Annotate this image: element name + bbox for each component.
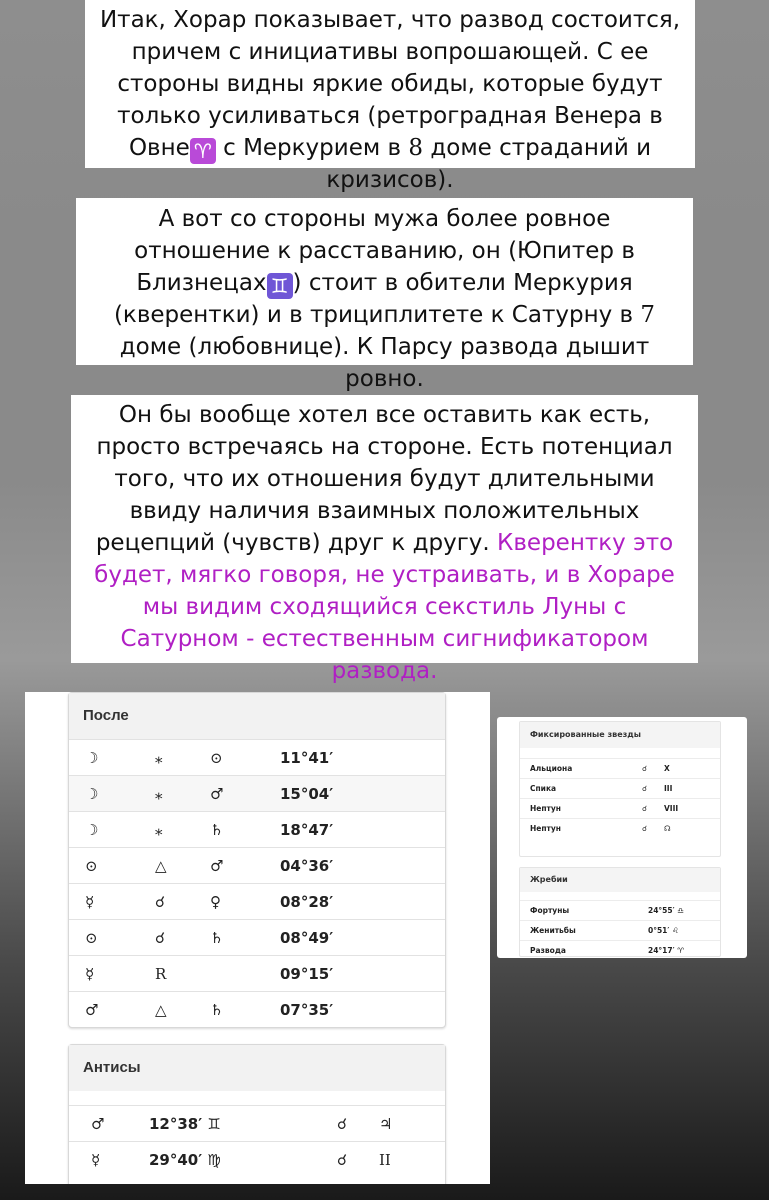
antiscia-card-title: Антисы <box>69 1045 445 1091</box>
table-row <box>69 776 445 812</box>
aspect-cell: ☌ <box>642 799 664 819</box>
planet-2-cell <box>210 956 280 992</box>
degree-cell: 04°36′ <box>280 848 445 884</box>
target-cell: X <box>664 759 720 779</box>
aries-emoji-icon: ♈ <box>190 138 216 164</box>
degree-cell: 29°40′ ♍ <box>149 1142 337 1178</box>
star-name-cell: Спика <box>520 779 642 799</box>
planet-1-cell: ☽ <box>69 740 155 776</box>
fixed-stars-title: Фиксированные звезды <box>520 722 720 748</box>
aspect-cell: ☌ <box>642 779 664 799</box>
table-row <box>69 1106 445 1142</box>
planet-1-cell: ☿ <box>69 956 155 992</box>
planet-2-cell: ♂ <box>210 848 280 884</box>
text-block-2-part: доме (любовнице). К Парсу развода дышит ровно. <box>119 334 650 392</box>
table-row <box>69 848 445 884</box>
text-block-3-highlight: Кверентку это будет, мягко говоря, не устраивать, и в Хораре мы видим сходящийся секстиль Луны с Сатурном - естественным сигнификатором развода. <box>94 530 675 684</box>
text-block-1-part: с Меркурием в <box>215 135 409 161</box>
table-row <box>69 740 445 776</box>
planet-1-cell: ☽ <box>69 776 155 812</box>
aspects-screenshot <box>25 692 490 1184</box>
table-row <box>520 819 720 839</box>
planet-2-cell: ♄ <box>210 992 280 1028</box>
lot-name-cell: Фортуны <box>520 901 648 921</box>
text-block-1-part: доме страданий и кризисов). <box>326 135 652 193</box>
lot-value-cell: 24°55′ ♎ <box>648 901 720 921</box>
fixed-stars-table <box>520 758 720 838</box>
lots-title: Жребии <box>520 868 720 892</box>
table-row <box>69 992 445 1028</box>
target-cell: II <box>379 1142 445 1178</box>
degree-cell: 09°15′ <box>280 956 445 992</box>
after-table <box>69 739 445 1027</box>
degree-cell: 12°38′ ♊ <box>149 1106 337 1142</box>
planet-1-cell: ♂ <box>69 992 155 1028</box>
degree-cell: 07°35′ <box>280 992 445 1028</box>
table-row <box>520 799 720 819</box>
antiscia-card <box>68 1044 446 1184</box>
planet-2-cell: ♂ <box>210 776 280 812</box>
star-name-cell: Нептун <box>520 799 642 819</box>
aspect-cell: ⁎ <box>155 776 210 812</box>
text-block-2-part: А вот со стороны мужа более ровное отношение к расставанию, он (Юпитер в Близнецах <box>134 206 635 296</box>
table-row <box>69 812 445 848</box>
aspect-cell: ☌ <box>337 1142 379 1178</box>
aspect-cell: ☌ <box>155 920 210 956</box>
planet-1-cell: ☿ <box>69 884 155 920</box>
target-cell: ♃ <box>379 1106 445 1142</box>
text-block-2-number: 7 <box>640 302 656 328</box>
planet-2-cell: ⊙ <box>210 740 280 776</box>
aspect-cell: ⁎ <box>155 740 210 776</box>
lot-value-cell: 24°17′ ♈ <box>648 941 720 959</box>
lot-name-cell: Женитьбы <box>520 921 648 941</box>
degree-cell: 08°49′ <box>280 920 445 956</box>
table-row <box>520 759 720 779</box>
table-row <box>69 1142 445 1178</box>
aspect-cell: R <box>155 956 210 992</box>
table-row <box>69 956 445 992</box>
after-card-title: После <box>69 693 445 739</box>
target-cell: III <box>664 779 720 799</box>
aspect-cell: ☌ <box>642 759 664 779</box>
planet-1-cell: ⊙ <box>69 848 155 884</box>
text-block-1 <box>85 0 695 193</box>
lots-table <box>520 900 720 958</box>
planet-1-cell: ⊙ <box>69 920 155 956</box>
lot-value-cell: 0°51′ ♌ <box>648 921 720 941</box>
planet-2-cell: ♀ <box>210 884 280 920</box>
degree-cell: 08°28′ <box>280 884 445 920</box>
text-block-2-part: ) стоит в обители Меркурия (кверентки) и в трициплитете к Сатурну в <box>113 270 641 328</box>
table-row <box>520 901 720 921</box>
aspect-cell: △ <box>155 848 210 884</box>
text-block-2 <box>76 198 693 392</box>
degree-cell: 11°41′ <box>280 740 445 776</box>
text-block-3-plain: Он бы вообще хотел все оставить как есть, просто встречаясь на стороне. Есть потенциал того, что их отношения будут длительными ввиду наличия взаимных положительных рецепций (чувств) друг к другу. <box>95 402 673 556</box>
degree-cell: 18°47′ <box>280 812 445 848</box>
table-row <box>520 941 720 959</box>
text-block-1-part: Итак, Хорар показывает, что развод состоится, причем с инициативы вопрошающей. С ее стороны видны яркие обиды, которые будут только усиливаться (ретроградная Венера в Овне <box>99 7 681 161</box>
lot-name-cell: Развода <box>520 941 648 959</box>
planet-2-cell: ♄ <box>210 812 280 848</box>
aspect-cell: ☌ <box>642 819 664 839</box>
text-block-1-number: 8 <box>408 135 424 161</box>
table-row <box>69 920 445 956</box>
antiscia-table <box>69 1105 445 1177</box>
degree-cell: 15°04′ <box>280 776 445 812</box>
after-card <box>68 692 446 1028</box>
target-cell: VIII <box>664 799 720 819</box>
aspect-cell: △ <box>155 992 210 1028</box>
aspect-cell: ☌ <box>337 1106 379 1142</box>
planet-1-cell: ☽ <box>69 812 155 848</box>
aspect-cell: ☌ <box>155 884 210 920</box>
planet-2-cell: ♄ <box>210 920 280 956</box>
gemini-emoji-icon: ♊ <box>267 273 293 299</box>
star-name-cell: Нептун <box>520 819 642 839</box>
lots-card <box>519 867 721 957</box>
fixed-stars-card <box>519 721 721 857</box>
table-row <box>520 921 720 941</box>
target-cell: ☊ <box>664 819 720 839</box>
aspect-cell: ⁎ <box>155 812 210 848</box>
text-block-3 <box>71 395 698 684</box>
star-name-cell: Альциона <box>520 759 642 779</box>
planet-cell: ☿ <box>69 1142 149 1178</box>
planet-cell: ♂ <box>69 1106 149 1142</box>
table-row <box>520 779 720 799</box>
stars-lots-screenshot <box>497 717 747 958</box>
table-row <box>69 884 445 920</box>
